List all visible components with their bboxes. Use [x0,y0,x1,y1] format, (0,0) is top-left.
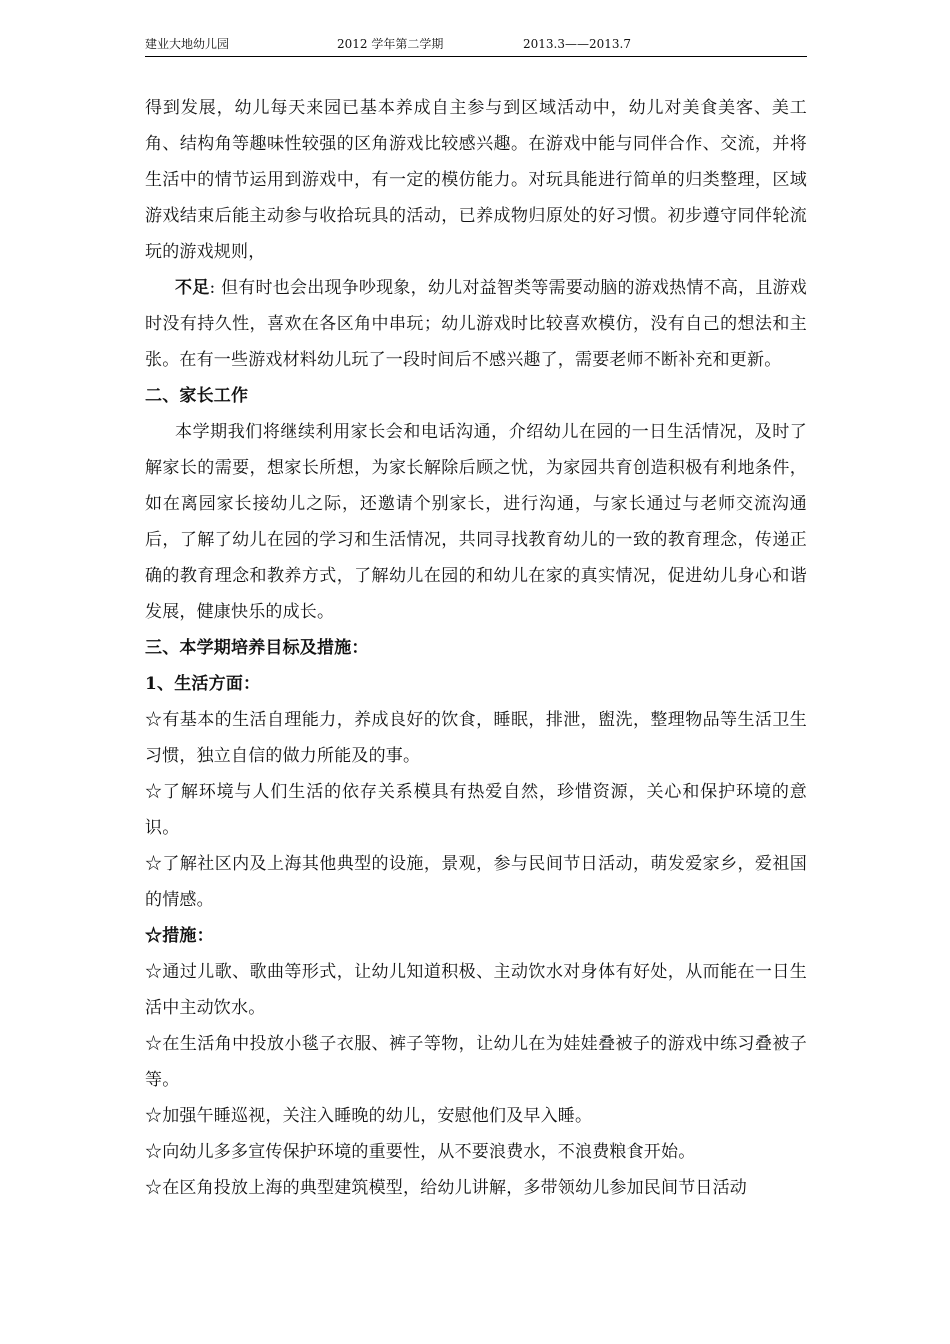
measure-item: ☆加强午睡巡视，关注入睡晚的幼儿，安慰他们及早入睡。 [145,1106,593,1126]
page-header [145,36,807,57]
goal-item: ☆有基本的生活自理能力，养成良好的饮食，睡眠，排泄，盥洗，整理物品等生活卫生习惯，独立自信的做力所能及的事。 [145,710,807,766]
header-school-name: 建业大地幼儿园 [145,37,230,51]
section-heading-parents: 二、家长工作 [145,386,249,406]
measure-item: ☆向幼儿多多宣传保护环境的重要性，从不要浪费水，不浪费粮食开始。 [145,1142,696,1162]
document-body [145,90,807,1206]
header-semester: 2012 学年第二学期 [337,37,444,51]
paragraph-parent-work: 本学期我们将继续利用家长会和电话沟通，介绍幼儿在园的一日生活情况，及时了解家长的需要，想家长所想，为家长解除后顾之忧，为家园共育创造积极有利地条件，如在离园家长接幼儿之际，还邀请个别家长，进行沟通，与家长通过与老师交流沟通后，了解了幼儿在园的学习和生活情况，共同寻找教育幼儿的一致的教育理念，传递正确的教育理念和教养方式，了解幼儿在园的和幼儿在家的真实情况，促进幼儿身心和谐发展，健康快乐的成长。 [145,422,807,622]
section-heading-goals: 三、本学期培养目标及措施： [145,638,369,658]
paragraph-shortcomings [145,270,807,378]
shortcomings-text: : 但有时也会出现争吵现象，幼儿对益智类等需要动脑的游戏热情不高，且游戏时没有持久性，喜欢在各区角中串玩；幼儿游戏时比较喜欢模仿，没有自己的想法和主张。在有一些游戏材料幼儿玩了一段时间后不感兴趣了，需要老师不断补充和更新。 [145,278,807,370]
measure-item: ☆通过儿歌、歌曲等形式，让幼儿知道积极、主动饮水对身体有好处，从而能在一日生活中主动饮水。 [145,962,807,1018]
measure-item: ☆在生活角中投放小毯子衣服、裤子等物，让幼儿在为娃娃叠被子的游戏中练习叠被子等。 [145,1034,807,1090]
header-date-range: 2013.3——2013.7 [523,37,631,51]
measures-heading: ☆措施： [145,926,214,946]
goal-item: ☆了解环境与人们生活的依存关系模具有热爱自然，珍惜资源，关心和保护环境的意识。 [145,782,807,838]
goal-item: ☆了解社区内及上海其他典型的设施，景观，参与民间节日活动，萌发爱家乡，爱祖国的情感。 [145,854,807,910]
shortcomings-label: 不足 [175,278,210,298]
subheading-life: 1、生活方面： [145,674,261,694]
measure-item: ☆在区角投放上海的典型建筑模型，给幼儿讲解，多带领幼儿参加民间节日活动 [145,1178,747,1198]
paragraph-activity-summary: 得到发展，幼儿每天来园已基本养成自主参与到区域活动中，幼儿对美食美客、美工角、结构角等趣味性较强的区角游戏比较感兴趣。在游戏中能与同伴合作、交流，并将生活中的情节运用到游戏中，有一定的模仿能力。对玩具能进行简单的归类整理，区域游戏结束后能主动参与收拾玩具的活动，已养成物归原处的好习惯。初步遵守同伴轮流玩的游戏规则， [145,98,807,262]
